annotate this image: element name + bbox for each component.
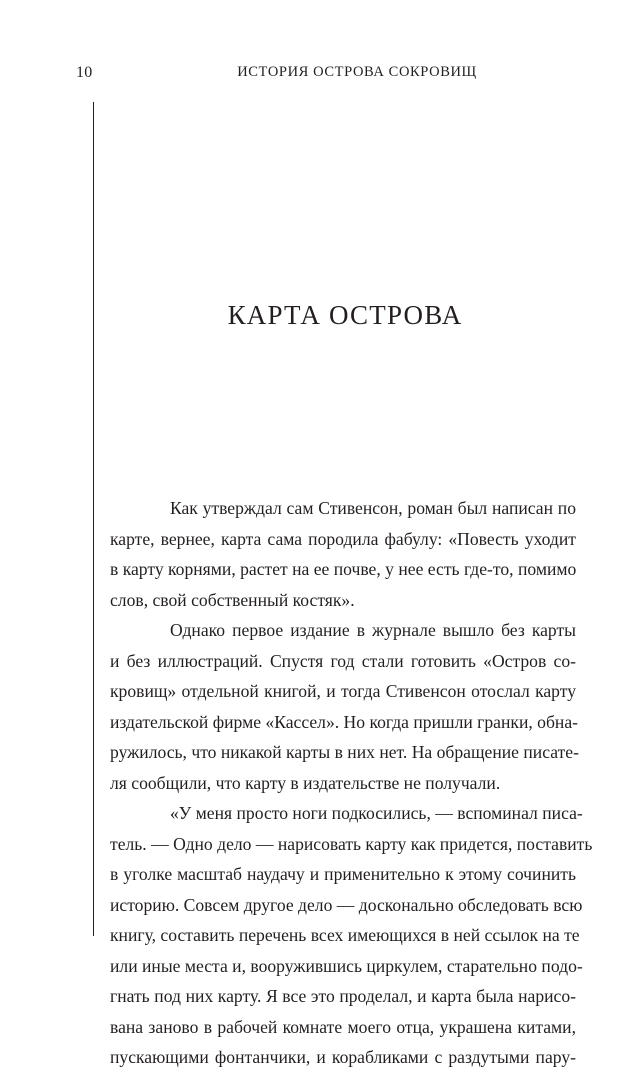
text-line: слов, свой собственный костяк».	[110, 589, 355, 610]
text-line: пускающими фонтанчики, и корабликами с раздутыми пару-	[110, 1047, 576, 1067]
text-line: Однако первое издание в журнале вышло без карты	[170, 620, 576, 640]
text-line: ружилось, что никакой карты в них нет. На обращение писате-	[110, 742, 579, 762]
text-line: издательской фирме «Кассел». Но когда пришли гранки, обна-	[110, 711, 578, 732]
running-header: ИСТОРИЯ ОСТРОВА СОКРОВИЩ	[237, 64, 477, 80]
text-line: тель. — Одно дело — нарисовать карту как придется, поставить	[110, 833, 593, 854]
text-line: и без иллюстраций. Спустя год стали готовить «Остров со-	[110, 650, 576, 671]
text-line: историю. Совсем другое дело — досконально обследовать всю	[110, 894, 583, 915]
text-line: кровищ» отдельной книгой, и тогда Стивенсон отослал карту	[110, 681, 576, 701]
text-line: «У меня просто ноги подкосились, — вспоминал писа-	[170, 803, 583, 823]
text-line: Как утверждал сам Стивенсон, роман был написан по	[170, 498, 576, 518]
text-line: гнать под них карту. Я все это проделал, и карта была нарисо-	[110, 986, 576, 1006]
text-line: карте, вернее, карта сама породила фабулу: «Повесть уходит	[110, 528, 576, 549]
text-line: книгу, составить перечень всех имеющихся в ней ссылок на те	[110, 925, 580, 945]
text-line: ля сообщили, что карту в издательстве не получали.	[110, 772, 501, 793]
text-line: или иные места и, вооружившись циркулем, старательно подо-	[110, 955, 583, 976]
text-line: в уголке масштаб наудачу и применительно к этому сочинить	[110, 864, 576, 884]
body-text	[110, 493, 593, 1073]
text-line: в карту корнями, растет на ее почве, у нее есть где-то, помимо	[110, 559, 577, 579]
chapter-title: КАРТА ОСТРОВА	[227, 300, 463, 330]
text-line: вана заново в рабочей комнате моего отца, украшена китами,	[110, 1016, 576, 1037]
margin-rule	[93, 102, 94, 936]
page-number: 10	[76, 64, 93, 81]
